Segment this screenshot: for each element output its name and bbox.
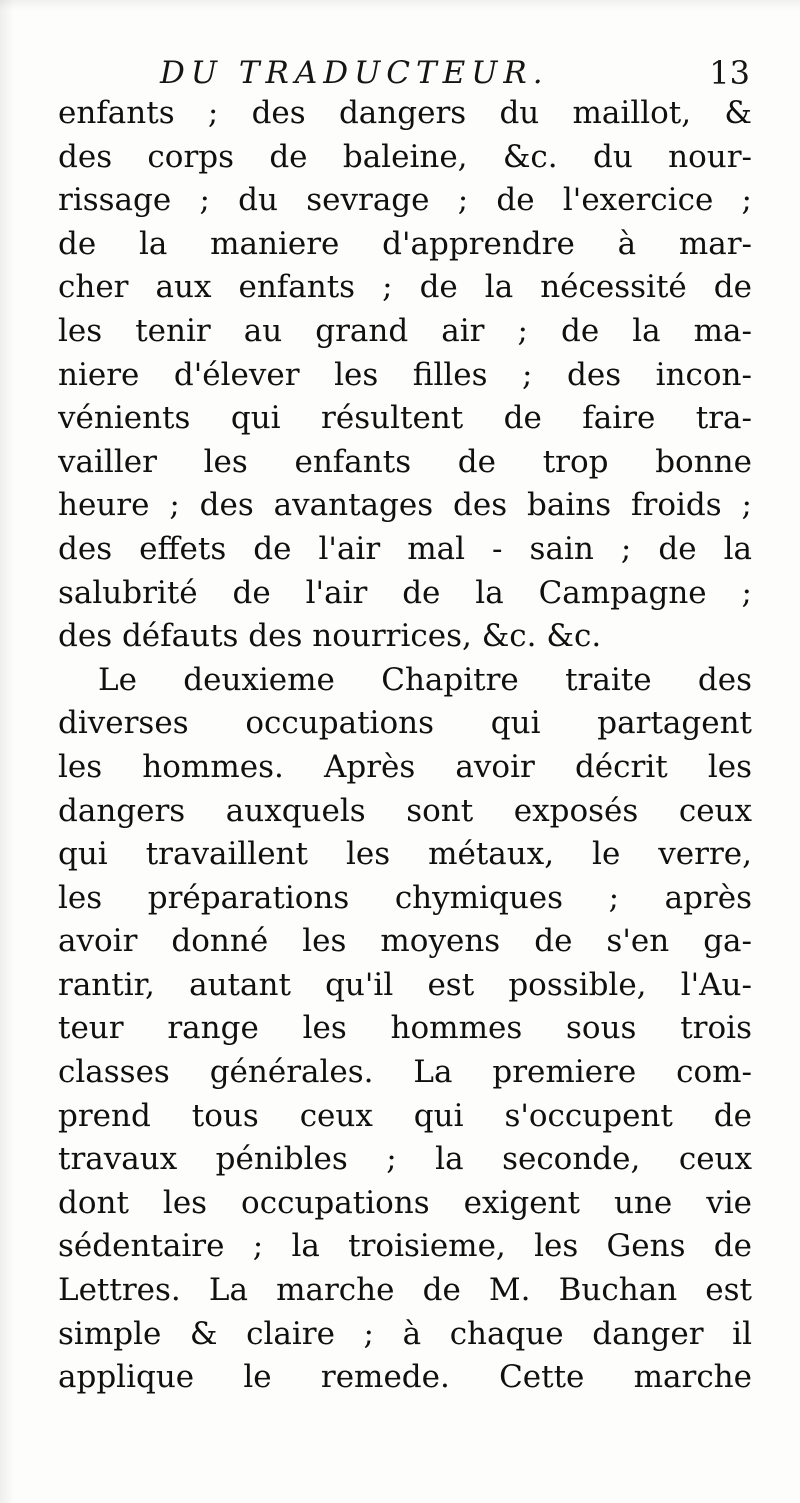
text-line: des défauts des nourrices, &c. &c.	[58, 618, 602, 655]
text-line: des effets de l'air mal - sain ; de la	[58, 530, 752, 567]
text-line: diverses occupations qui partagent	[58, 705, 752, 742]
text-line: applique le remede. Cette marche	[58, 1359, 752, 1396]
text-line: sédentaire ; la troisieme, les Gens de	[58, 1228, 752, 1265]
page-number: 13	[709, 54, 750, 92]
text-line: classes générales. La premiere com-	[58, 1054, 752, 1091]
text-line: cher aux enfants ; de la nécessité de	[58, 269, 752, 306]
text-line: prend tous ceux qui s'occupent de	[58, 1097, 752, 1134]
text-line: rissage ; du sevrage ; de l'exercice ;	[58, 182, 752, 219]
text-line: Lettres. La marche de M. Buchan est	[58, 1272, 752, 1309]
text-line: des corps de baleine, &c. du nour-	[58, 138, 752, 175]
text-line: salubrité de l'air de la Campagne ;	[58, 574, 752, 611]
text-line: heure ; des avantages des bains froids ;	[58, 487, 752, 524]
running-head: DU TRADUCTEUR.	[160, 55, 549, 91]
text-line: les tenir au grand air ; de la ma-	[58, 312, 752, 349]
text-line: rantir, autant qu'il est possible, l'Au-	[58, 966, 752, 1003]
page-header	[60, 48, 750, 98]
text-line: avoir donné les moyens de s'en ga-	[58, 923, 752, 960]
text-line: enfants ; des dangers du maillot, &	[58, 95, 752, 131]
text-line: teur range les hommes sous trois	[58, 1010, 752, 1047]
text-line: les préparations chymiques ; après	[58, 879, 752, 916]
text-line: travaux pénibles ; la seconde, ceux	[58, 1141, 752, 1178]
scan-shadow-left	[0, 0, 14, 1503]
text-line: de la maniere d'apprendre à mar-	[58, 225, 752, 262]
text-line: vénients qui résultent de faire tra-	[58, 400, 752, 437]
text-line: dont les occupations exigent une vie	[58, 1184, 752, 1221]
text-line: vailler les enfants de trop bonne	[58, 443, 752, 480]
body-text	[58, 92, 752, 1400]
text-line: dangers auxquels sont exposés ceux	[58, 792, 752, 829]
paragraph-start-line: Le deuxieme Chapitre traite des	[98, 661, 752, 698]
text-line: qui travaillent les métaux, le verre,	[58, 836, 752, 873]
text-line: les hommes. Après avoir décrit les	[58, 748, 752, 785]
scan-shadow-top	[0, 0, 800, 10]
text-line: niere d'élever les filles ; des incon-	[58, 356, 752, 393]
text-line: simple & claire ; à chaque danger il	[58, 1315, 752, 1352]
